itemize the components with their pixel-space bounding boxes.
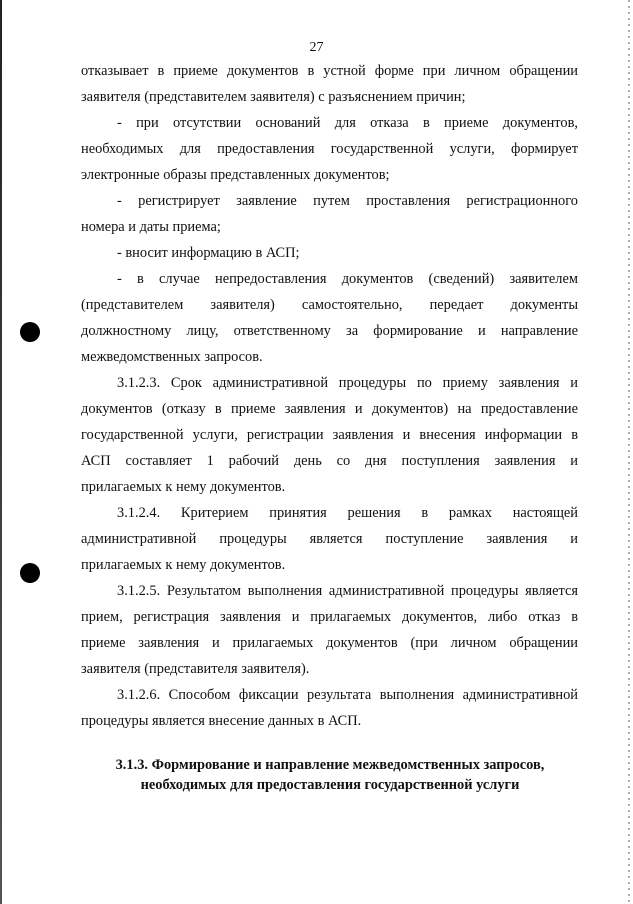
text-line: номера и даты приема;	[81, 219, 221, 235]
section-heading: необходимых для предоставления государственной услуги	[140, 777, 520, 793]
scan-edge-right	[628, 0, 630, 904]
text-line: заявителя (представителем заявителя) с разъяснением причин;	[81, 89, 466, 105]
text-line: приеме заявления и прилагаемых документов (при личном обращении	[81, 635, 578, 651]
text-line: прием, регистрация заявления и прилагаемых документов, либо отказ в	[81, 609, 578, 625]
text-line: административной процедуры является поступление заявления и	[81, 531, 578, 547]
punch-hole-bottom	[20, 563, 40, 583]
text-line: 3.1.2.4. Критерием принятия решения в рамках настоящей	[117, 505, 578, 521]
text-line: документов (отказу в приеме заявления и документов) на предоставление	[81, 401, 578, 417]
text-line: должностному лицу, ответственному за формирование и направление	[81, 323, 578, 339]
text-line: АСП составляет 1 рабочий день со дня поступления заявления и	[81, 453, 578, 469]
punch-hole-top	[20, 322, 40, 342]
text-line: 3.1.2.5. Результатом выполнения административной процедуры является	[117, 583, 578, 599]
text-line: межведомственных запросов.	[81, 349, 263, 365]
text-line: - регистрирует заявление путем проставления регистрационного	[117, 193, 578, 209]
text-line: электронные образы представленных документов;	[81, 167, 390, 183]
text-line: - при отсутствии оснований для отказа в приеме документов,	[117, 115, 578, 131]
text-line: заявителя (представителя заявителя).	[81, 661, 310, 677]
text-line: - вносит информацию в АСП;	[117, 245, 300, 261]
text-line: (представителем заявителя) самостоятельно, передает документы	[81, 297, 578, 313]
text-line: прилагаемых к нему документов.	[81, 557, 286, 573]
text-line: 3.1.2.3. Срок административной процедуры по приему заявления и	[117, 375, 578, 391]
text-line: необходимых для предоставления государственной услуги, формирует	[81, 141, 578, 157]
text-line: государственной услуги, регистрации заявления и внесения информации в	[81, 427, 578, 443]
page-number: 27	[309, 40, 324, 55]
text-line: процедуры является внесение данных в АСП.	[81, 713, 362, 729]
text-line: 3.1.2.6. Способом фиксации результата выполнения административной	[117, 687, 578, 703]
scan-edge-left	[0, 0, 2, 904]
section-heading: 3.1.3. Формирование и направление межведомственных запросов,	[115, 757, 545, 773]
text-line: отказывает в приеме документов в устной форме при личном обращении	[81, 63, 578, 79]
text-line: прилагаемых к нему документов.	[81, 479, 286, 495]
text-line: - в случае непредоставления документов (сведений) заявителем	[117, 271, 578, 287]
